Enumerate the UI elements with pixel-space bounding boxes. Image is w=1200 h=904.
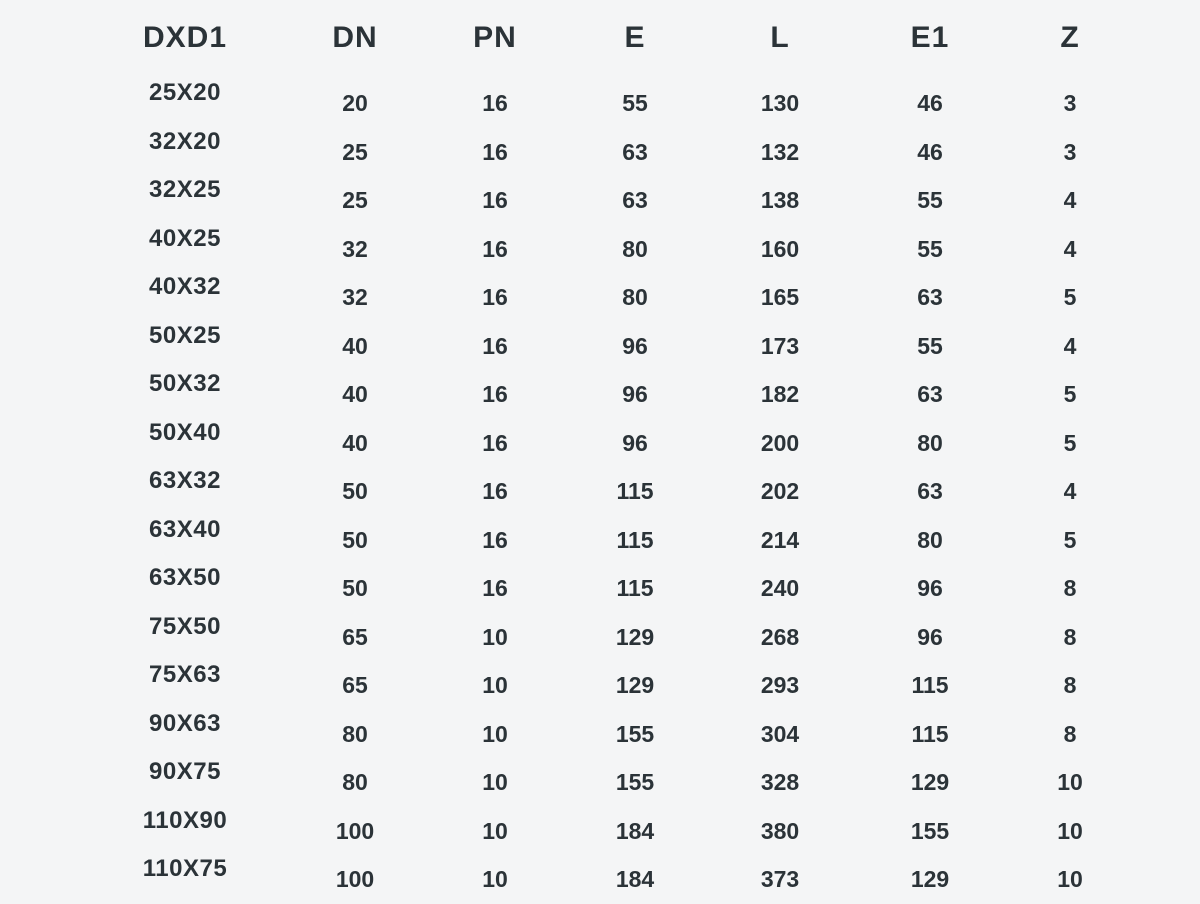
cell-dn: 50 [342,575,368,602]
cell-e1: 46 [917,138,943,165]
cell-z: 4 [1063,332,1077,359]
cell-e: 129 [615,672,655,699]
cell-l: 202 [760,478,800,505]
cell-pn: 10 [482,769,508,796]
cell-dxd1: 90X75 [149,758,221,786]
cell-pn: 16 [482,526,508,553]
table-row [85,657,1135,706]
table-row [85,512,1135,561]
cell-e1: 63 [917,478,943,505]
table-row [85,851,1135,900]
cell-dxd1: 25X20 [149,79,221,107]
column-header-dn: DN [332,20,378,54]
cell-dxd1: 50X25 [149,321,221,349]
cell-dn: 20 [342,90,368,117]
cell-e1: 63 [917,381,943,408]
cell-e: 155 [615,720,655,747]
cell-l: 130 [760,90,800,117]
cell-e1: 129 [910,866,950,893]
cell-e1: 80 [917,429,943,456]
column-header-l: L [770,20,790,54]
cell-l: 268 [760,623,800,650]
cell-dn: 100 [335,817,375,844]
table-row [85,463,1135,512]
column-header-e: E [624,20,646,54]
cell-z: 8 [1063,672,1077,699]
cell-dxd1: 90X63 [149,709,221,737]
cell-z: 5 [1063,284,1077,311]
cell-dn: 80 [342,720,368,747]
cell-e1: 55 [917,187,943,214]
cell-pn: 16 [482,90,508,117]
cell-pn: 16 [482,284,508,311]
cell-dxd1: 40X32 [149,273,221,301]
cell-dxd1: 50X32 [149,370,221,398]
cell-z: 4 [1063,187,1077,214]
column-header-e1: E1 [910,20,950,54]
cell-e: 63 [622,187,648,214]
cell-dxd1: 110X90 [142,806,228,834]
cell-pn: 16 [482,429,508,456]
cell-l: 132 [760,138,800,165]
cell-dxd1: 32X25 [149,176,221,204]
cell-pn: 10 [482,866,508,893]
cell-z: 5 [1063,526,1077,553]
cell-dxd1: 75X63 [149,661,221,689]
table-row [85,803,1135,852]
cell-pn: 16 [482,235,508,262]
cell-dn: 50 [342,478,368,505]
cell-e1: 155 [910,817,950,844]
column-header-pn: PN [473,20,517,54]
table-row [85,415,1135,464]
cell-l: 373 [760,866,800,893]
table-row [85,269,1135,318]
cell-dn: 40 [342,381,368,408]
table-header [85,0,1135,75]
cell-z: 10 [1057,769,1083,796]
table-row [85,318,1135,367]
cell-e: 115 [616,526,654,553]
cell-dxd1: 40X25 [149,224,221,252]
cell-l: 173 [760,332,800,359]
cell-dn: 32 [342,235,368,262]
cell-dn: 65 [342,623,368,650]
cell-e: 115 [616,478,654,505]
cell-z: 10 [1057,817,1083,844]
cell-dxd1: 50X40 [149,418,221,446]
cell-pn: 10 [482,720,508,747]
cell-e1: 55 [917,235,943,262]
cell-dn: 65 [342,672,368,699]
cell-z: 8 [1063,720,1077,747]
cell-e: 63 [622,138,648,165]
cell-pn: 16 [482,187,508,214]
cell-dn: 25 [342,187,368,214]
cell-l: 328 [760,769,800,796]
cell-e: 55 [622,90,648,117]
cell-e: 96 [622,429,648,456]
dimensions-table [85,0,1135,900]
cell-e1: 96 [917,623,943,650]
cell-z: 5 [1063,429,1077,456]
cell-e: 96 [622,381,648,408]
cell-pn: 10 [482,817,508,844]
cell-dn: 32 [342,284,368,311]
cell-l: 160 [760,235,800,262]
cell-e1: 80 [917,526,943,553]
cell-e: 155 [615,769,655,796]
cell-z: 5 [1063,381,1077,408]
cell-pn: 16 [482,381,508,408]
table-row [85,124,1135,173]
cell-e: 184 [615,866,655,893]
table-row [85,75,1135,124]
cell-dxd1: 63X50 [149,564,221,592]
cell-dn: 40 [342,429,368,456]
cell-pn: 16 [482,138,508,165]
cell-e: 129 [615,623,655,650]
table-row [85,172,1135,221]
cell-dxd1: 75X50 [149,612,221,640]
cell-dn: 40 [342,332,368,359]
cell-z: 3 [1063,138,1077,165]
cell-l: 240 [760,575,800,602]
cell-e1: 115 [911,672,949,699]
cell-dxd1: 110X75 [142,855,228,883]
cell-e: 184 [615,817,655,844]
cell-z: 8 [1063,575,1077,602]
cell-l: 138 [760,187,800,214]
table-row [85,706,1135,755]
cell-l: 293 [760,672,800,699]
table-row [85,754,1135,803]
cell-l: 182 [760,381,800,408]
cell-dn: 25 [342,138,368,165]
cell-l: 214 [760,526,800,553]
cell-z: 8 [1063,623,1077,650]
column-header-z: Z [1060,20,1080,54]
cell-z: 10 [1057,866,1083,893]
cell-pn: 16 [482,478,508,505]
table-row [85,560,1135,609]
cell-dxd1: 63X40 [149,515,221,543]
cell-l: 200 [760,429,800,456]
cell-e1: 129 [910,769,950,796]
cell-l: 165 [760,284,800,311]
table-row [85,221,1135,270]
cell-e: 80 [622,235,648,262]
cell-dn: 80 [342,769,368,796]
cell-z: 4 [1063,478,1077,505]
cell-e1: 63 [917,284,943,311]
cell-e1: 96 [917,575,943,602]
table-row [85,609,1135,658]
cell-e: 96 [622,332,648,359]
cell-pn: 10 [482,672,508,699]
cell-z: 4 [1063,235,1077,262]
cell-e1: 46 [917,90,943,117]
table-header-row [85,0,1135,75]
cell-dn: 50 [342,526,368,553]
cell-dxd1: 63X32 [149,467,221,495]
cell-pn: 16 [482,575,508,602]
cell-dxd1: 32X20 [149,127,221,155]
cell-pn: 10 [482,623,508,650]
cell-l: 304 [760,720,800,747]
column-header-dxd1: DXD1 [142,20,228,54]
table-body [85,75,1135,900]
cell-e1: 115 [911,720,949,747]
cell-l: 380 [760,817,800,844]
table-row [85,366,1135,415]
cell-e1: 55 [917,332,943,359]
cell-pn: 16 [482,332,508,359]
cell-dn: 100 [335,866,375,893]
cell-z: 3 [1063,90,1077,117]
cell-e: 80 [622,284,648,311]
cell-e: 115 [616,575,654,602]
